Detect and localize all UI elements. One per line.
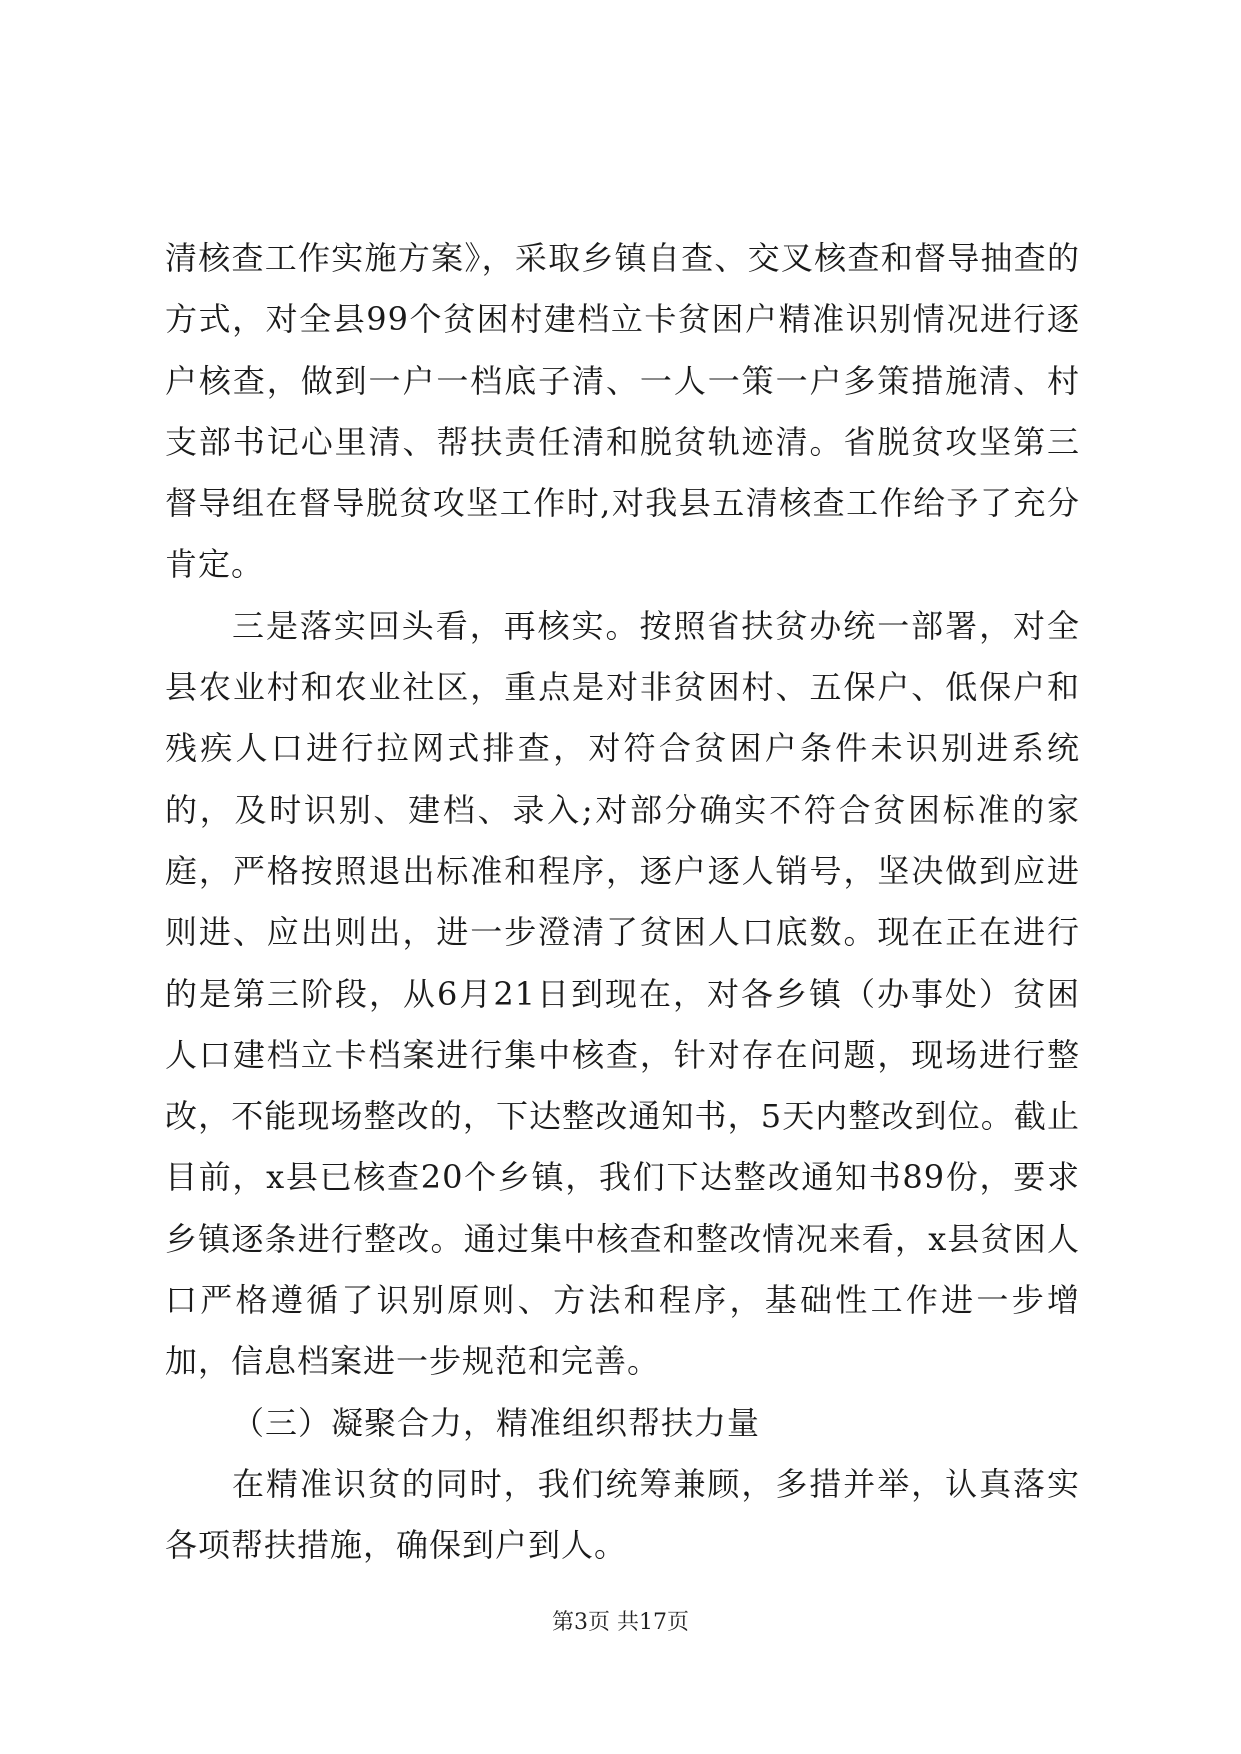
section-heading: （三）凝聚合力，精准组织帮扶力量	[232, 1403, 761, 1442]
page-number-footer: 第3页 共17页	[552, 1610, 689, 1635]
paragraph-continuation: 清核查工作实施方案》，采取乡镇自查、交叉核查和督导抽查的方式，对全县99个贫困村建档立卡贫困户精准识别情况进行逐户核查，做到一户一档底子清、一人一策一户多策措施清、村支部书记心里清、帮扶责任清和脱贫轨迹清。省脱贫攻坚第三督导组在督导脱贫攻坚工作时,对我县五清核查工作给予了充分肯定。	[165, 239, 1080, 584]
paragraph-assistance: 在精准识贫的同时，我们统筹兼顾，多措并举，认真落实各项帮扶措施，确保到户到人。	[165, 1464, 1080, 1565]
document-body	[165, 228, 1080, 1577]
paragraph-verification: 三是落实回头看，再核实。按照省扶贫办统一部署，对全县农业村和农业社区，重点是对非贫困村、五保户、低保户和残疾人口进行拉网式排查，对符合贫困户条件未识别进系统的，及时识别、建档、录入;对部分确实不符合贫困标准的家庭，严格按照退出标准和程序，逐户逐人销号，坚决做到应进则进、应出则出，进一步澄清了贫困人口底数。现在正在进行的是第三阶段，从6月21日到现在，对各乡镇（办事处）贫困人口建档立卡档案进行集中核查，针对存在问题，现场进行整改，不能现场整改的，下达整改通知书，5天内整改到位。截止目前，x县已核查20个乡镇，我们下达整改通知书89份，要求乡镇逐条进行整改。通过集中核查和整改情况来看，x县贫困人口严格遵循了识别原则、方法和程序，基础性工作进一步增加，信息档案进一步规范和完善。	[165, 606, 1080, 1381]
